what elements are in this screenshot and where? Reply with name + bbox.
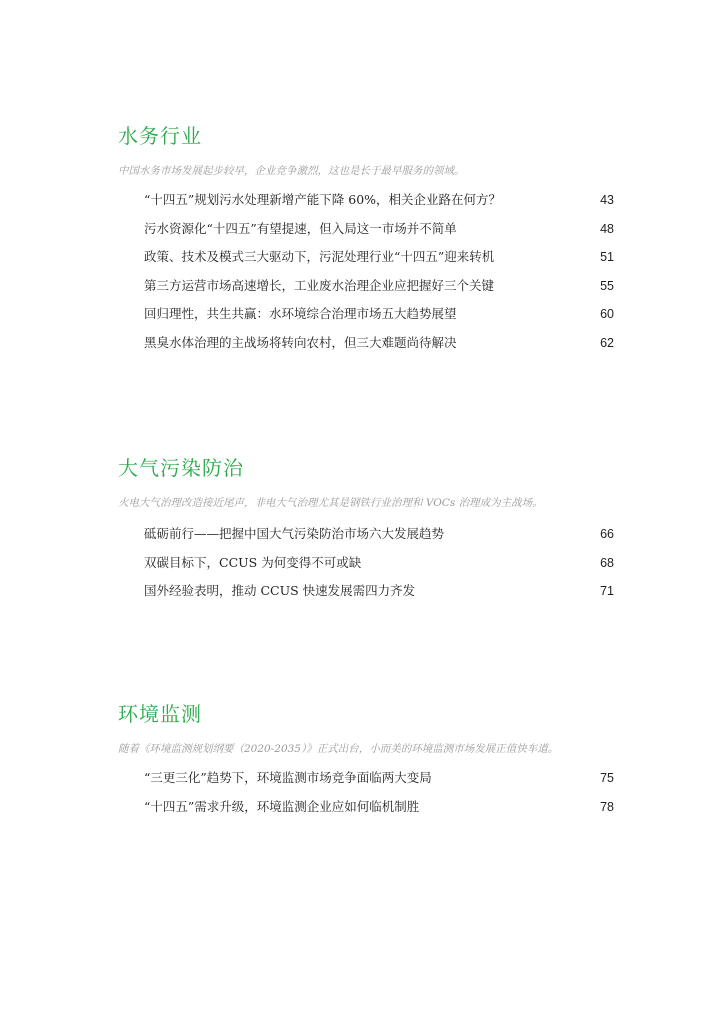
toc-entry-title: 政策、技术及模式三大驱动下，污泥处理行业“十四五”迎来转机	[144, 249, 495, 265]
toc-entry[interactable]	[118, 797, 614, 826]
toc-entry-title: 双碳目标下，CCUS 为何变得不可或缺	[144, 554, 362, 570]
toc-entry[interactable]	[118, 247, 614, 276]
toc-entry-title: 回归理性，共生共赢：水环境综合治理市场五大趋势展望	[144, 306, 457, 322]
toc-entry-page: 75	[600, 771, 614, 785]
toc-section-air	[118, 456, 614, 599]
toc-section-water	[118, 124, 614, 350]
toc-entry[interactable]	[118, 219, 614, 248]
toc-list	[118, 190, 614, 362]
section-intro: 中国水务市场发展起步较早，企业竞争激烈，这也是长于最早服务的领域。	[118, 165, 465, 177]
toc-entry-page: 62	[600, 335, 614, 350]
section-title: 大气污染防治	[118, 456, 244, 480]
toc-entry-page: 71	[600, 584, 614, 599]
toc-entry-page: 66	[600, 527, 614, 541]
toc-entry-page: 43	[600, 193, 614, 207]
toc-entry-title: 第三方运营市场高速增长，工业废水治理企业应把握好三个关键	[144, 277, 495, 293]
toc-entry-page: 55	[600, 278, 614, 293]
toc-entry-page: 60	[600, 307, 614, 322]
toc-section-monitoring	[118, 702, 614, 814]
section-title: 环境监测	[118, 702, 202, 726]
section-intro: 随着《环境监测规划纲要（2020-2035）》正式出台，小而美的环境监测市场发展正值快车道。	[118, 743, 559, 755]
toc-entry[interactable]	[118, 581, 614, 610]
toc-entry-title: “十四五”规划污水处理新增产能下降 60%，相关企业路在何方？	[144, 192, 502, 207]
toc-list	[118, 768, 614, 825]
toc-entry-title: 黑臭水体治理的主战场将转向农村，但三大难题尚待解决	[144, 334, 457, 350]
toc-entry[interactable]	[118, 304, 614, 333]
toc-entry-title: 污水资源化“十四五”有望提速，但入局这一市场并不简单	[144, 220, 457, 236]
toc-entry[interactable]	[118, 333, 614, 362]
toc-entry[interactable]	[118, 190, 614, 219]
toc-entry-title: 国外经验表明，推动 CCUS 快速发展需四力齐发	[144, 583, 416, 599]
toc-entry-title: 砥砺前行——把握中国大气污染防治市场六大发展趋势	[144, 526, 445, 541]
toc-entry-title: “十四五”需求升级，环境监测企业应如何临机制胜	[144, 798, 420, 814]
toc-entry[interactable]	[118, 276, 614, 305]
toc-entry-title: “三更三化”趋势下，环境监测市场竞争面临两大变局	[144, 770, 432, 785]
toc-entry[interactable]	[118, 524, 614, 553]
toc-entry[interactable]	[118, 553, 614, 582]
toc-entry[interactable]	[118, 768, 614, 797]
toc-entry-page: 51	[600, 250, 614, 265]
toc-entry-page: 48	[600, 221, 614, 236]
toc-entry-page: 78	[600, 799, 614, 814]
section-intro: 火电大气治理改造接近尾声，非电大气治理尤其是钢铁行业治理和 VOCs 治理成为主战场。	[118, 497, 543, 509]
toc-list	[118, 524, 614, 610]
section-title: 水务行业	[118, 124, 202, 148]
toc-entry-page: 68	[600, 555, 614, 570]
